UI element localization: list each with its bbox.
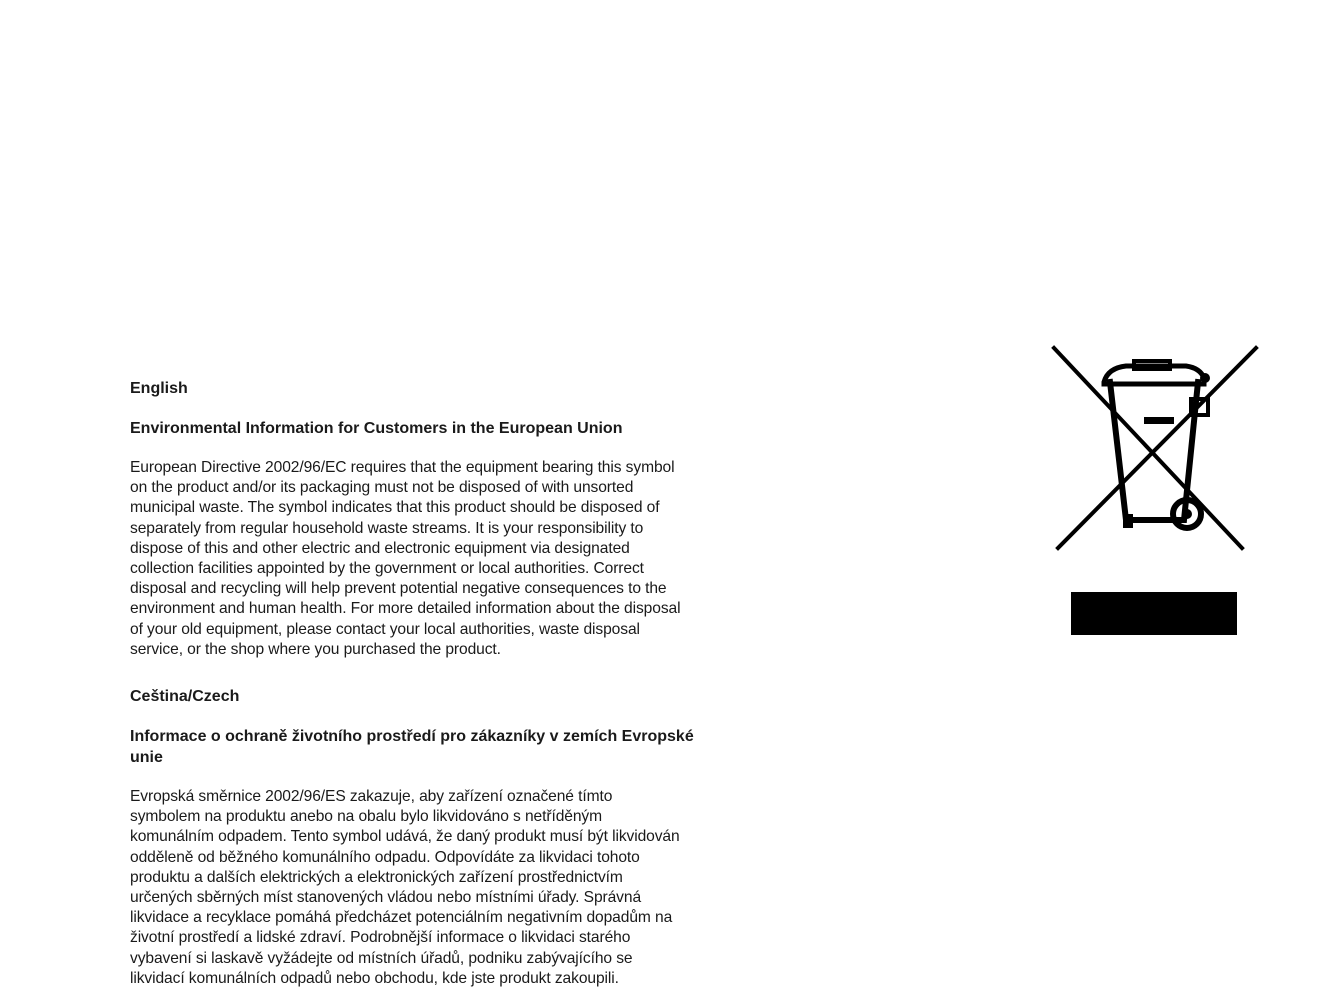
body-line: určených sběrných míst stanovených vládou nebo místními úřady. Správná: [130, 889, 642, 907]
body-paragraph-english: [130, 458, 770, 660]
body-line: likvidací komunálních odpadů nebo obchodu, kde jste produkt zakoupili.: [130, 969, 619, 987]
body-line: produktu a dalších elektrických a elektronických zařízení prostřednictvím: [130, 868, 623, 886]
body-line: likvidace a recyklace pomáhá předcházet potenciálním negativním dopadům na: [130, 909, 673, 927]
body-line: Evropská směrnice 2002/96/ES zakazuje, aby zařízení označené tímto: [130, 788, 613, 806]
crossed-out-wheelie-bin-icon: [1048, 342, 1262, 554]
body-line: disposal and recycling will help prevent potential negative consequences to the: [130, 580, 667, 598]
body-line: European Directive 2002/96/EC requires that the equipment bearing this symbol: [130, 459, 675, 476]
title-line: Informace o ochraně životního prostředí pro zákazníky v zemích Evropské: [130, 728, 694, 746]
body-line: separately from regular household waste streams. It is your responsibility to: [130, 519, 644, 537]
body-line: on the product and/or its packaging must not be disposed of with unsorted: [130, 479, 634, 497]
section-title-english: Environmental Information for Customers in the European Union: [130, 420, 623, 437]
title-line: unie: [130, 749, 163, 767]
document-text-column: [130, 378, 770, 989]
body-line: dispose of this and other electric and electronic equipment via designated: [130, 539, 630, 557]
body-line: service, or the shop where you purchased the product.: [130, 640, 501, 658]
body-line: of your old equipment, please contact your local authorities, waste disposal: [130, 620, 640, 638]
body-line: environment and human health. For more detailed information about the disposal: [130, 600, 681, 618]
body-line: vybavení si laskavě vyžádejte od místních úřadů, podniku zabývajícího se: [130, 949, 633, 967]
body-paragraph-czech: [130, 787, 770, 989]
body-line: komunálním odpadem. Tento symbol udává, že daný produkt musí být likvidován: [130, 828, 680, 846]
body-line: odděleně od běžného komunálního odpadu. Odpovídáte za likvidaci tohoto: [130, 848, 640, 866]
body-line: collection facilities appointed by the government or local authorities. Correct: [130, 560, 644, 578]
language-heading-czech: Ceština/Czech: [130, 688, 240, 706]
body-line: životní prostředí a lidské zdraví. Podrobnější informace o likvidaci starého: [130, 929, 631, 947]
body-line: municipal waste. The symbol indicates that this product should be disposed of: [130, 499, 660, 517]
body-line: symbolem na produktu anebo na obalu bylo likvidováno s netříděným: [130, 808, 602, 826]
language-heading-english: English: [130, 380, 188, 397]
collection-date-bar: [1071, 592, 1237, 635]
section-title-czech: [130, 726, 770, 768]
